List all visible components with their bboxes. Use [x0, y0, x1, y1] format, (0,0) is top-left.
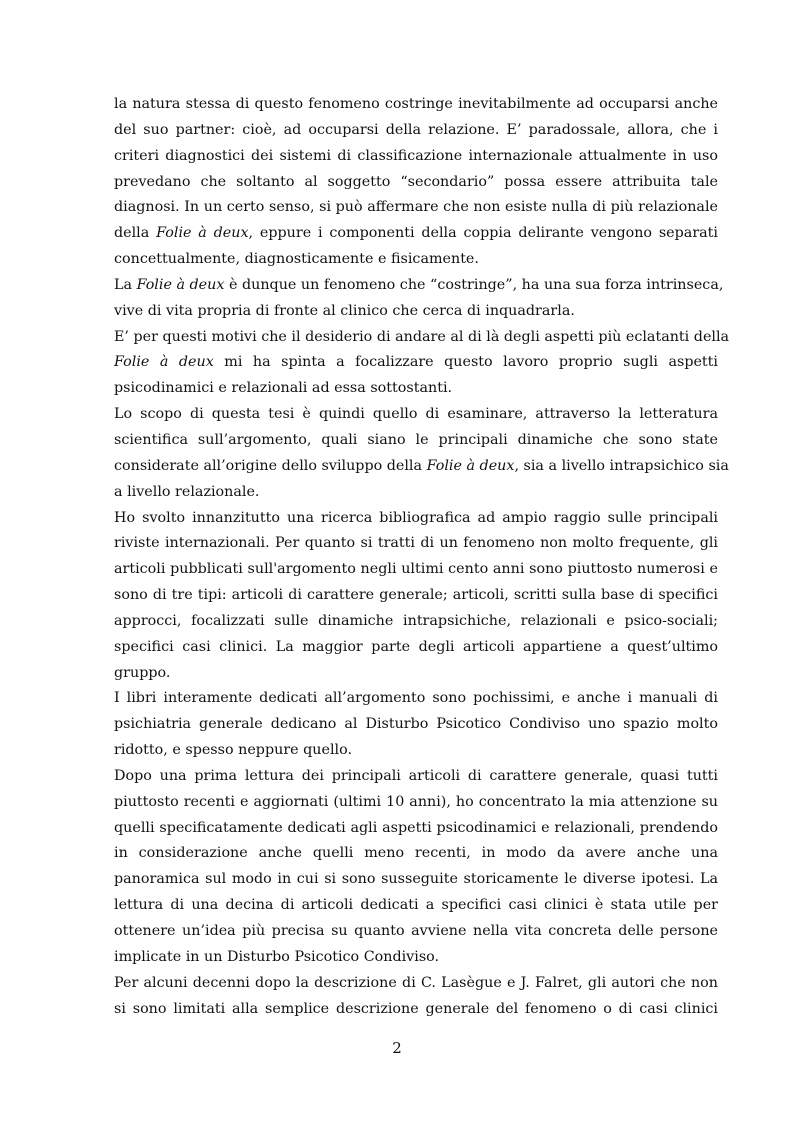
text-line	[114, 221, 718, 247]
text-line	[114, 971, 718, 997]
text-line	[114, 661, 718, 687]
text-run: in considerazione anche quelli meno recenti, in modo da avere anche una	[114, 845, 718, 862]
text-line	[114, 170, 718, 196]
text-line	[114, 945, 718, 971]
text-line	[114, 583, 718, 609]
text-run: psicodinamici e relazionali ad essa sottostanti.	[114, 380, 453, 397]
text-run: approcci, focalizzati sulle dinamiche intrapsichiche, relazionali e psico-sociali;	[114, 612, 718, 629]
text-line	[114, 454, 729, 480]
text-run: , eppure i componenti della coppia delirante vengono separati	[248, 225, 718, 242]
text-run: mi ha spinta a focalizzare questo lavoro proprio sugli aspetti	[213, 354, 718, 371]
text-run: quelli specificatamente dedicati agli aspetti psicodinamici e relazionali, prendendo	[114, 819, 718, 836]
text-line	[114, 893, 718, 919]
text-line	[114, 350, 718, 376]
text-run: concettualmente, diagnosticamente e fisicamente.	[114, 251, 479, 268]
text-line	[114, 712, 718, 738]
text-line	[114, 816, 718, 842]
text-line	[114, 299, 718, 325]
text-line	[114, 92, 718, 118]
text-line	[114, 557, 718, 583]
text-line	[114, 686, 718, 712]
text-run: diagnosi. In un certo senso, si può affermare che non esiste nulla di più relazionale	[114, 199, 718, 216]
text-line	[114, 531, 718, 557]
text-line	[114, 195, 718, 221]
text-run: considerate all’origine dello sviluppo della	[114, 457, 427, 474]
text-run: della	[114, 225, 157, 242]
italic-text: Folie à deux	[156, 225, 249, 242]
text-run: Lo scopo di questa tesi è quindi quello di esaminare, attraverso la letteratura	[114, 406, 718, 423]
text-run: è dunque un fenomeno che “costringe”, ha una sua forza intrinseca,	[224, 276, 724, 293]
text-line	[114, 118, 718, 144]
italic-text: Folie à deux	[136, 276, 225, 293]
paragraph	[114, 506, 718, 687]
text-line	[114, 790, 718, 816]
text-line	[114, 428, 718, 454]
text-line	[114, 506, 718, 532]
text-line	[114, 247, 718, 273]
text-line	[114, 635, 718, 661]
italic-text: Folie à deux	[426, 457, 515, 474]
text-line	[114, 376, 718, 402]
text-run: la natura stessa di questo fenomeno costringe inevitabilmente ad occuparsi anche	[114, 96, 718, 112]
text-run: ottenere un’idea più precisa su quanto avviene nella vita concreta delle persone	[114, 923, 718, 939]
text-line	[114, 325, 730, 351]
text-line	[114, 144, 718, 170]
paragraph	[114, 971, 718, 1023]
italic-text: Folie à deux	[114, 354, 214, 371]
page-number: 2	[392, 1039, 402, 1057]
text-line	[114, 867, 718, 893]
text-run: I libri interamente dedicati all’argomento sono pochissimi, e anche i manuali di	[114, 690, 718, 707]
text-run: articoli pubblicati sull'argomento negli ultimi cento anni sono piuttosto numerosi e	[114, 561, 718, 578]
text-run: si sono limitati alla semplice descrizione generale del fenomeno o di casi clinici	[114, 1000, 718, 1017]
text-run: gruppo.	[114, 664, 171, 681]
text-run: a livello relazionale.	[114, 483, 260, 500]
text-run: Dopo una prima lettura dei principali articoli di carattere generale, quasi tutti	[114, 767, 718, 784]
text-line	[114, 402, 718, 428]
text-run: sono di tre tipi: articoli di carattere generale; articoli, scritti sulla base di specifici	[114, 587, 718, 604]
text-run: prevedano che soltanto al soggetto “secondario” possa essere attribuita tale	[114, 173, 718, 190]
text-run: implicate in un Disturbo Psicotico Condiviso.	[114, 948, 440, 965]
paragraph	[114, 92, 718, 273]
text-run: vive di vita propria di fronte al clinico che cerca di inquadrarla.	[114, 302, 575, 319]
text-run: La	[114, 276, 137, 293]
text-run: , sia a livello intrapsichico sia	[514, 457, 729, 474]
text-run: criteri diagnostici dei sistemi di classificazione internazionale attualmente in uso	[114, 147, 718, 164]
text-run: lettura di una decina di articoli dedicati a specifici casi clinici è stata utile per	[114, 897, 718, 914]
text-line	[114, 480, 718, 506]
text-run: psichiatria generale dedicano al Disturbo Psicotico Condiviso uno spazio molto	[114, 716, 718, 733]
text-run: Ho svolto innanzitutto una ricerca bibliografica ad ampio raggio sulle principali	[114, 509, 718, 526]
paragraph	[114, 686, 718, 764]
text-run: scientifica sull’argomento, quali siano le principali dinamiche che sono state	[114, 431, 718, 448]
text-run: piuttosto recenti e aggiornati (ultimi 10 anni), ho concentrato la mia attenzione su	[114, 793, 718, 810]
body-text	[114, 92, 730, 1022]
text-run: panoramica sul modo in cui si sono susseguite storicamente le diverse ipotesi. La	[114, 871, 718, 888]
text-run: del suo partner: cioè, ad occuparsi della relazione. E’ paradossale, allora, che i	[114, 121, 718, 138]
paragraph	[114, 325, 730, 403]
text-line	[114, 609, 718, 635]
text-run: Per alcuni decenni dopo la descrizione di C. Lasègue e J. Falret, gli autori che non	[114, 974, 718, 991]
text-run: E’ per questi motivi che il desiderio di andare al di là degli aspetti più eclatanti della	[114, 328, 730, 345]
text-run: specifici casi clinici. La maggior parte degli articoli appartiene a quest’ultimo	[114, 638, 718, 655]
paragraph	[114, 273, 724, 325]
text-line	[114, 764, 718, 790]
text-line	[114, 841, 718, 867]
text-run: riviste internazionali. Per quanto si tratti di un fenomeno non molto frequente, gli	[114, 535, 718, 552]
text-line	[114, 273, 724, 299]
text-line	[114, 997, 718, 1023]
paragraph	[114, 764, 718, 971]
paragraph	[114, 402, 729, 505]
text-run: ridotto, e spesso neppure quello.	[114, 742, 353, 759]
text-line	[114, 919, 718, 945]
text-line	[114, 738, 718, 764]
